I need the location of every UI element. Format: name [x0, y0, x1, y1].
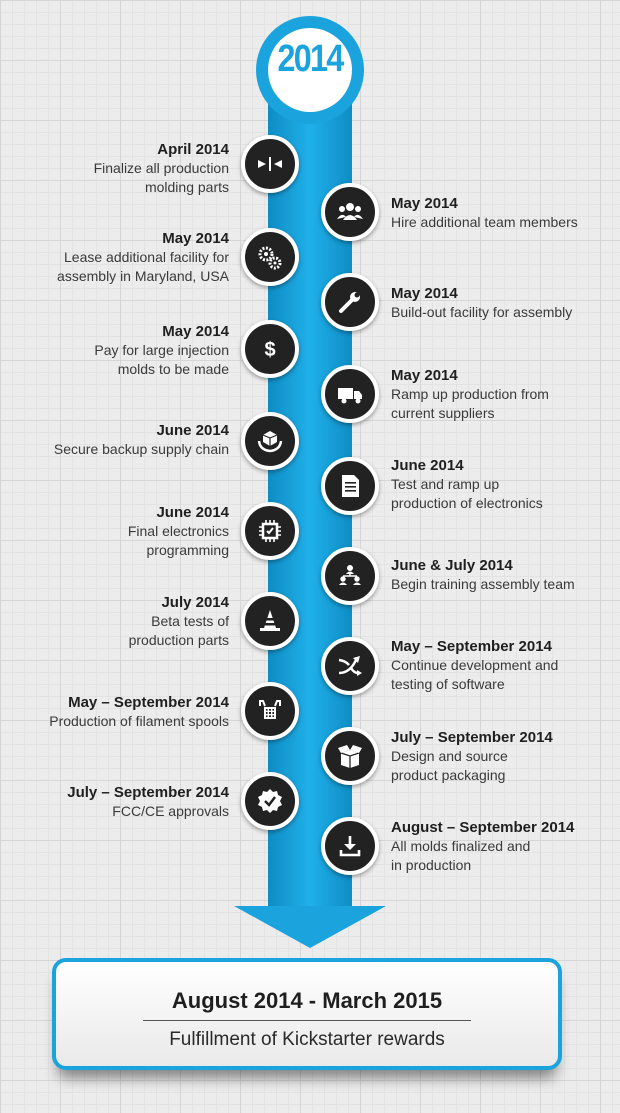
fulfillment-box	[52, 958, 562, 1070]
milestone-node	[321, 365, 379, 423]
milestone-node	[321, 817, 379, 875]
milestone-description: product packaging	[391, 767, 506, 783]
milestone-description: Final electronics	[127, 523, 229, 539]
milestone-description: Finalize all production	[93, 160, 229, 176]
dollar-icon	[256, 335, 284, 363]
milestone-node	[241, 682, 299, 740]
crossing-arrows-icon	[336, 652, 364, 680]
timeline-arrowhead	[234, 906, 386, 948]
milestone-text	[391, 818, 574, 875]
milestone-date: May 2014	[391, 367, 458, 384]
milestone-text	[49, 693, 229, 731]
milestone-node	[321, 727, 379, 785]
milestone-description: Beta tests of	[151, 613, 229, 629]
milestone-node	[241, 772, 299, 830]
milestone-node	[321, 183, 379, 241]
milestone-description: Lease additional facility for	[64, 249, 229, 265]
team-icon	[336, 198, 364, 226]
milestone-description: Begin training assembly team	[391, 576, 575, 592]
milestone-description: Design and source	[391, 748, 508, 764]
milestone-description: testing of software	[391, 676, 505, 692]
milestone-date: June 2014	[156, 504, 229, 521]
milestone-text	[391, 637, 558, 694]
milestone-description: current suppliers	[391, 405, 495, 421]
milestone-date: August – September 2014	[391, 819, 575, 836]
svg-text:$: $	[264, 339, 276, 361]
milestone-description: Build-out facility for assembly	[391, 304, 573, 320]
milestone-date: April 2014	[157, 141, 229, 158]
milestone-node	[321, 457, 379, 515]
milestone-description: in production	[391, 857, 472, 873]
milestone-description: Test and ramp up	[391, 476, 500, 492]
milestone-date: May – September 2014	[68, 694, 229, 711]
milestone-description: Ramp up production from	[391, 386, 549, 402]
milestone-date: June 2014	[156, 422, 229, 439]
milestone-text	[129, 593, 229, 650]
chip-icon	[256, 517, 284, 545]
milestone-date: May – September 2014	[391, 638, 552, 655]
milestone-text	[67, 783, 229, 821]
milestone-text	[94, 140, 229, 197]
fulfillment-description: Fulfillment of Kickstarter rewards	[169, 1029, 445, 1050]
check-badge-icon	[256, 787, 284, 815]
milestone-description: All molds finalized and	[391, 838, 531, 854]
milestone-description: production parts	[128, 632, 229, 648]
milestone-description: Hire additional team members	[391, 214, 578, 230]
collapse-arrows-icon	[256, 150, 284, 178]
hierarchy-icon	[336, 562, 364, 590]
milestone-description: Pay for large injection	[94, 342, 229, 358]
milestone-text	[391, 284, 572, 322]
milestone-date: July – September 2014	[67, 784, 229, 801]
fulfillment-divider	[143, 1020, 471, 1021]
milestone-node	[241, 592, 299, 650]
milestone-date: May 2014	[162, 230, 229, 247]
grid-in-hand-icon	[256, 697, 284, 725]
milestone-description: production of electronics	[391, 495, 543, 511]
milestone-description: Secure backup supply chain	[53, 441, 229, 457]
traffic-cone-icon	[256, 607, 284, 635]
fulfillment-period: August 2014 - March 2015	[171, 988, 443, 1013]
milestone-description: assembly in Maryland, USA	[57, 268, 229, 284]
milestone-node	[241, 502, 299, 560]
milestone-text	[391, 556, 575, 594]
milestone-text	[54, 421, 229, 459]
milestone-text	[391, 366, 549, 423]
milestone-node	[241, 320, 299, 378]
milestone-text	[128, 503, 229, 560]
download-icon	[336, 832, 364, 860]
milestone-text	[391, 728, 553, 785]
milestone-node	[321, 637, 379, 695]
gears-icon	[256, 243, 284, 271]
milestone-date: July – September 2014	[391, 729, 553, 746]
milestone-text	[391, 456, 543, 513]
milestone-date: May 2014	[391, 195, 458, 212]
milestone-date: July 2014	[161, 594, 229, 611]
milestone-date: May 2014	[391, 285, 458, 302]
milestone-description: Continue development and	[391, 657, 559, 673]
milestone-node	[241, 412, 299, 470]
box-in-hands-icon	[256, 427, 284, 455]
milestone-description: FCC/CE approvals	[112, 803, 229, 819]
document-icon	[336, 472, 364, 500]
wrench-icon	[336, 288, 364, 316]
milestone-description: molding parts	[144, 179, 229, 195]
milestone-description: molds to be made	[117, 361, 229, 377]
milestone-date: May 2014	[162, 323, 229, 340]
package-icon	[336, 742, 364, 770]
milestone-description: programming	[146, 542, 229, 558]
milestone-description: Production of filament spools	[49, 713, 229, 729]
truck-icon	[336, 380, 364, 408]
milestone-node	[241, 135, 299, 193]
year-label: 2014	[277, 38, 343, 80]
milestone-date: June 2014	[391, 457, 464, 474]
milestone-date: June & July 2014	[391, 557, 513, 574]
milestone-node	[321, 273, 379, 331]
milestone-text	[57, 229, 229, 286]
milestone-text	[391, 194, 578, 232]
milestone-node	[321, 547, 379, 605]
milestone-node	[241, 228, 299, 286]
milestone-text	[94, 322, 229, 379]
